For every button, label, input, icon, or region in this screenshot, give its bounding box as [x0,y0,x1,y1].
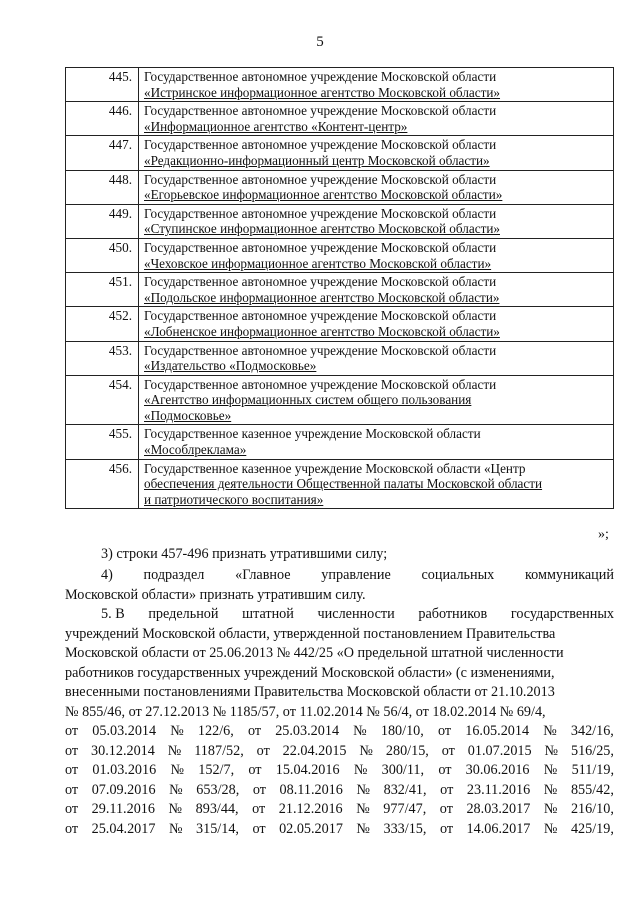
row-number: 452. [66,307,139,341]
item-5-token: № [356,820,370,837]
row-institution-name [139,425,614,459]
item-5-line [65,605,614,625]
item-3-paragraph: 3) строки 457-496 признать утратившими силу; [101,546,388,562]
item-5-token: от [441,742,455,759]
item-5-token: № [167,742,182,759]
item-4-second-line: Московской области» признать утратившим силу. [65,586,366,603]
row-number: 456. [66,459,139,509]
item-5-token: внесенными постановлениями Правительства Московской области от 21.10.2013 [65,684,555,700]
item-5-token: 25.04.2017 [91,820,156,837]
row-text-line3: и патриотического воспитания» [144,491,324,507]
item-5-line [65,800,614,820]
item-5-token: 893/44, [195,801,239,817]
item-5-token: № [359,742,373,759]
row-text-line1: Государственное автономное учреждение Московской области [144,205,497,221]
item-5-token: 216/10, [570,801,614,817]
row-number: 448. [66,170,139,204]
item-5-token: № [543,781,558,798]
table-row [66,102,614,136]
item-5-token: от [65,820,79,837]
row-institution-name [139,273,614,307]
row-number: 453. [66,341,139,375]
item-5-token: от [247,723,262,739]
item-5-token: 280/15, [385,742,429,759]
table-row [66,273,614,307]
item-5-line [65,625,614,645]
item-5-token: 977/47, [383,801,427,817]
item-4-word: социальных [421,567,495,583]
table-row [66,425,614,459]
item-5-token: от [437,723,452,739]
item-5-line [65,781,614,801]
item-5-token: 30.06.2016 [465,762,530,778]
item-5-token: 23.11.2016 [466,781,531,798]
item-5-token: 22.04.2015 [282,742,347,759]
item-5-token: от [440,781,454,798]
row-text-line2: «Подольское информационное агентство Московской области» [144,289,500,305]
row-text-line1: Государственное автономное учреждение Московской области [144,171,497,187]
row-number: 446. [66,102,139,136]
item-5-token: № [353,723,367,739]
item-5-token: № [168,820,183,837]
item-5-token: 16.05.2014 [465,723,530,739]
item-5-token: 01.03.2016 [92,762,157,778]
item-5-token: 180/10, [380,723,424,739]
item-5-token: от [248,762,262,778]
item-5-token: от [65,781,79,798]
row-text-line2: «Издательство «Подмосковье» [144,358,317,374]
row-text-line3: «Подмосковье» [144,407,232,423]
table-row [66,238,614,272]
item-4-word: «Главное [235,567,291,583]
table-row [66,459,614,509]
row-text-line1: Государственное казенное учреждение Московской области [144,426,481,442]
item-5-paragraph [65,605,614,839]
row-text-line1: Государственное автономное учреждение Московской области [144,137,497,153]
item-5-token: от [65,723,79,739]
item-5-token: 21.12.2016 [278,801,343,817]
row-institution-name [139,204,614,238]
item-5-token: 07.09.2016 [91,781,156,798]
item-5-token: № [356,801,370,817]
row-institution-name [139,68,614,102]
item-5-token: 832/41, [383,781,427,798]
row-institution-name [139,238,614,272]
item-5-token: 25.03.2014 [275,723,340,739]
row-number: 445. [66,68,139,102]
page-number: 5 [316,34,324,50]
item-5-token: от [252,801,266,817]
row-text-line2: обеспечения деятельности Общественной палаты Московской области [144,476,543,492]
item-5-token: от [438,762,452,778]
item-5-token: 08.11.2016 [279,781,343,798]
row-institution-name [139,307,614,341]
table-row [66,307,614,341]
item-5-token: № 855/46, от 27.12.2013 № 1185/57, от 11.02.2014 № 56/4, от 18.02.2014 № 69/4, [65,703,546,720]
item-5-token: № [353,762,368,778]
item-5-token: штатной [242,606,294,622]
row-text-line2: «Истринское информационное агентство Московской области» [144,84,501,100]
item-5-token: № [168,801,183,817]
item-5-token: 516/25, [570,742,614,759]
row-number: 451. [66,273,139,307]
row-text-line1: Государственное автономное учреждение Московской области [144,274,497,290]
item-5-token: 152/7, [198,762,235,778]
row-text-line2: «Мособлреклама» [144,442,247,458]
row-number: 455. [66,425,139,459]
item-4-word: 4) [101,567,113,583]
table-row [66,341,614,375]
item-4-first-line [65,566,614,586]
item-5-token: 01.07.2015 [467,742,532,759]
item-5-line [65,761,614,781]
row-number: 454. [66,375,139,425]
item-5-token: 02.05.2017 [279,820,343,837]
item-4-word: подраздел [143,567,205,583]
item-5-line [65,683,614,703]
item-5-token: 5. В [101,606,125,622]
item-5-token: 05.03.2014 [92,723,157,739]
item-5-line [65,820,614,840]
item-5-token: 425/19, [570,820,614,837]
row-number: 447. [66,136,139,170]
item-5-token: государственных [510,606,614,622]
item-5-token: 30.12.2014 [91,742,155,759]
item-5-token: от [65,742,79,759]
item-5-token: 315/14, [196,820,239,837]
item-5-line [65,703,614,723]
row-number: 449. [66,204,139,238]
table-row [66,68,614,102]
item-5-token: 29.11.2016 [91,801,155,817]
item-5-token: Московской области от 25.06.2013 № 442/25 «О предельной штатной численности [65,645,564,661]
row-text-line2: «Редакционно-информационный центр Московской области» [144,152,490,168]
item-5-token: № [543,820,558,837]
table-row [66,136,614,170]
table-row [66,170,614,204]
row-institution-name [139,102,614,136]
item-5-line [65,742,614,762]
item-5-token: 333/15, [383,820,427,837]
item-5-token: от [439,801,453,817]
item-5-token: 300/11, [381,762,425,778]
item-4-word: коммуникаций [524,567,614,583]
item-5-token: № [356,781,371,798]
item-5-token: № [169,781,183,798]
item-5-token: учреждений Московской области, утвержденной постановлением Правительства [65,625,556,642]
table-row [66,375,614,425]
item-5-token: от [439,820,454,837]
row-text-line1: Государственное автономное учреждение Московской области [144,376,497,392]
row-text-line1: Государственное автономное учреждение Московской области [144,342,497,358]
item-5-token: 122/6, [197,723,234,739]
row-institution-name [139,136,614,170]
item-5-token: № [170,762,184,778]
item-5-line [65,664,614,684]
row-text-line1: Государственное автономное учреждение Московской области [144,69,497,84]
row-text-line2: «Информационное агентство «Контент-центр» [144,118,408,134]
item-5-token: от [65,762,79,778]
registry-table [65,67,614,509]
item-5-token: от [252,781,266,798]
item-5-token: 14.06.2017 [466,820,531,837]
row-institution-name [139,375,614,425]
item-4-paragraph [65,566,614,605]
item-5-token: 28.03.2017 [466,801,531,817]
item-5-line [65,644,614,664]
item-5-token: 511/19, [571,762,614,778]
row-text-line2: «Егорьевское информационное агентство Московской области» [144,187,503,203]
item-5-token: № [543,801,558,817]
item-4-word: управление [321,567,391,583]
row-text-line1: Государственное автономное учреждение Московской области [144,308,497,324]
item-5-token: предельной [148,606,219,622]
row-text-line2: «Лобненское информационное агентство Московской области» [144,323,500,339]
row-institution-name [139,341,614,375]
table-row [66,204,614,238]
row-text-line2: «Ступинское информационное агентство Московской области» [144,221,500,237]
row-text-line2: «Чеховское информационное агентство Московской области» [144,255,492,271]
row-number: 450. [66,238,139,272]
row-text-line1: Государственное автономное учреждение Московской области [144,239,497,255]
row-institution-name [139,459,614,509]
item-5-token: № [543,762,558,778]
closing-quote: »; [598,527,609,542]
item-5-token: работников [418,606,488,622]
item-5-line [65,722,614,742]
item-5-token: № [544,742,559,759]
item-5-token: от [256,742,270,759]
item-5-token: от [252,820,266,837]
row-text-line1: Государственное казенное учреждение Московской области «Центр [144,460,526,476]
item-5-token: № [170,723,184,739]
item-5-token: 855/42, [570,781,614,798]
row-text-line2: «Агентство информационных систем общего пользования [144,392,472,408]
item-5-token: 653/28, [196,781,240,798]
item-5-token: численности [317,606,395,622]
item-5-token: от [65,801,79,817]
item-5-token: 1187/52, [194,742,244,759]
row-institution-name [139,170,614,204]
item-5-token: № [543,723,557,739]
item-5-token: 15.04.2016 [275,762,340,778]
row-text-line1: Государственное автономное учреждение Московской области [144,103,497,119]
item-5-token: 342/16, [570,723,614,739]
item-5-token: работников государственных учреждений Московской области» (с изменениями, [65,664,555,681]
